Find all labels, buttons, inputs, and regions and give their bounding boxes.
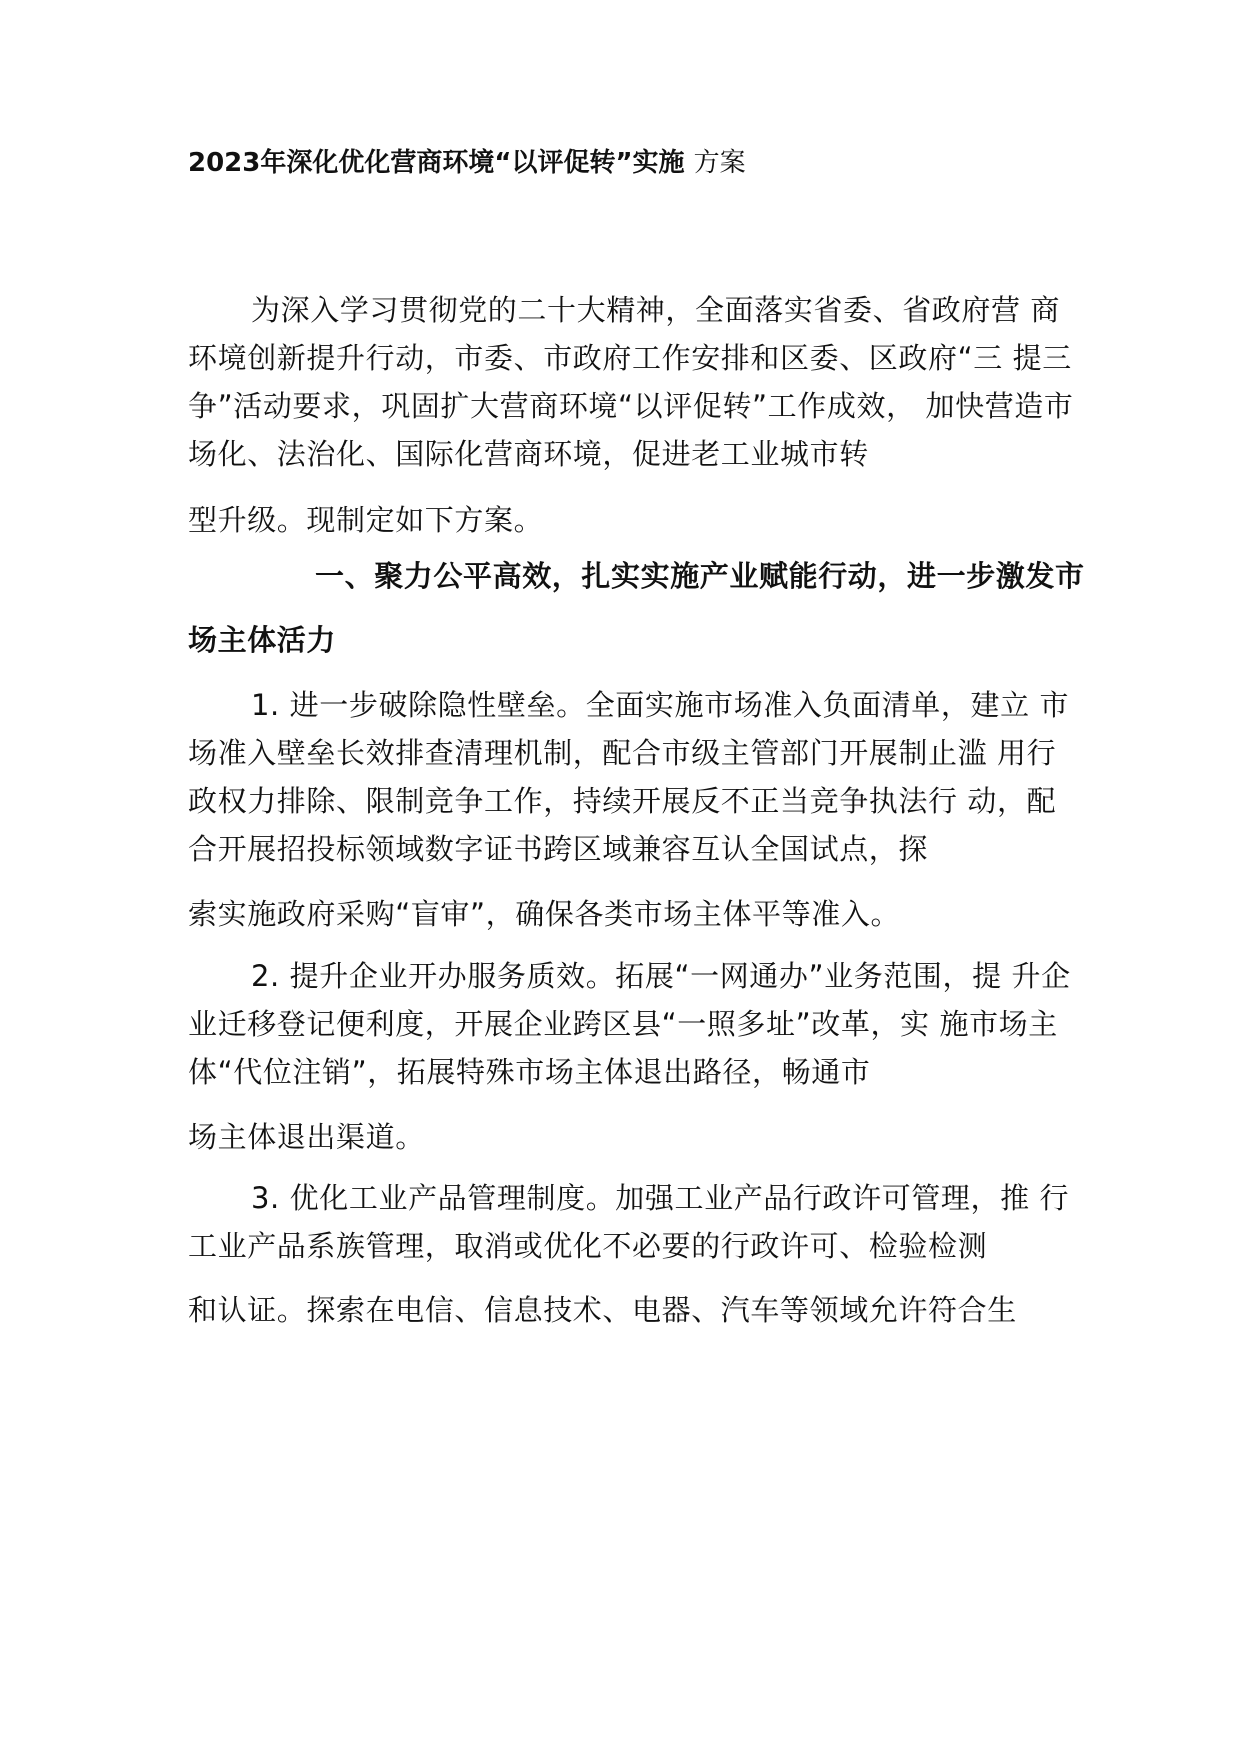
item1-line-1: 1. 进一步破除隐性壁垒。全面实施市场准入负面清单，建立 市 xyxy=(251,688,1070,722)
item1-line-5: 索实施政府采购“盲审”，确保各类市场主体平等准入。 xyxy=(188,897,901,931)
section-heading-line-2: 场主体活力 xyxy=(188,623,337,657)
item3-line-3: 和认证。探索在电信、信息技术、电器、汽车等领域允许符合生 xyxy=(188,1293,1017,1327)
item2-line-2: 业迁移登记便利度，开展企业跨区县“一照多址”改革，实 施市场主 xyxy=(188,1007,1058,1041)
item1-line-4: 合开展招投标领域数字证书跨区域兼容互认全国试点，探 xyxy=(188,832,929,866)
item2-line-4: 场主体退出渠道。 xyxy=(188,1120,425,1154)
intro-line-5: 型升级。现制定如下方案。 xyxy=(188,503,544,537)
title-tail: 方案 xyxy=(693,148,746,178)
section-heading-line-1: 一、聚力公平高效，扎实实施产业赋能行动，进一步激发市 xyxy=(315,559,1085,593)
document-title xyxy=(188,143,746,183)
intro-line-3: 争”活动要求，巩固扩大营商环境“以评促转”工作成效， 加快营造市 xyxy=(188,389,1074,423)
intro-line-4: 场化、法治化、国际化营商环境，促进老工业城市转 xyxy=(188,437,869,471)
item1-line-3: 政权力排除、限制竞争工作，持续开展反不正当竞争执法行 动，配 xyxy=(188,784,1057,818)
title-main: 2023年深化优化营商环境“以评促转”实施 xyxy=(188,148,685,178)
item3-line-1: 3. 优化工业产品管理制度。加强工业产品行政许可管理，推 行 xyxy=(251,1181,1070,1215)
item2-line-1: 2. 提升企业开办服务质效。拓展“一网通办”业务范围，提 升企 xyxy=(251,959,1071,993)
item1-line-2: 场准入壁垒长效排查清理机制，配合市级主管部门开展制止滥 用行 xyxy=(188,736,1057,770)
item2-line-3: 体“代位注销”，拓展特殊市场主体退出路径，畅通市 xyxy=(188,1055,871,1089)
item3-line-2: 工业产品系族管理，取消或优化不必要的行政许可、检验检测 xyxy=(188,1229,988,1263)
intro-line-1: 为深入学习贯彻党的二十大精神，全面落实省委、省政府营 商 xyxy=(251,293,1061,327)
intro-line-2: 环境创新提升行动，市委、市政府工作安排和区委、区政府“三 提三 xyxy=(188,341,1072,375)
